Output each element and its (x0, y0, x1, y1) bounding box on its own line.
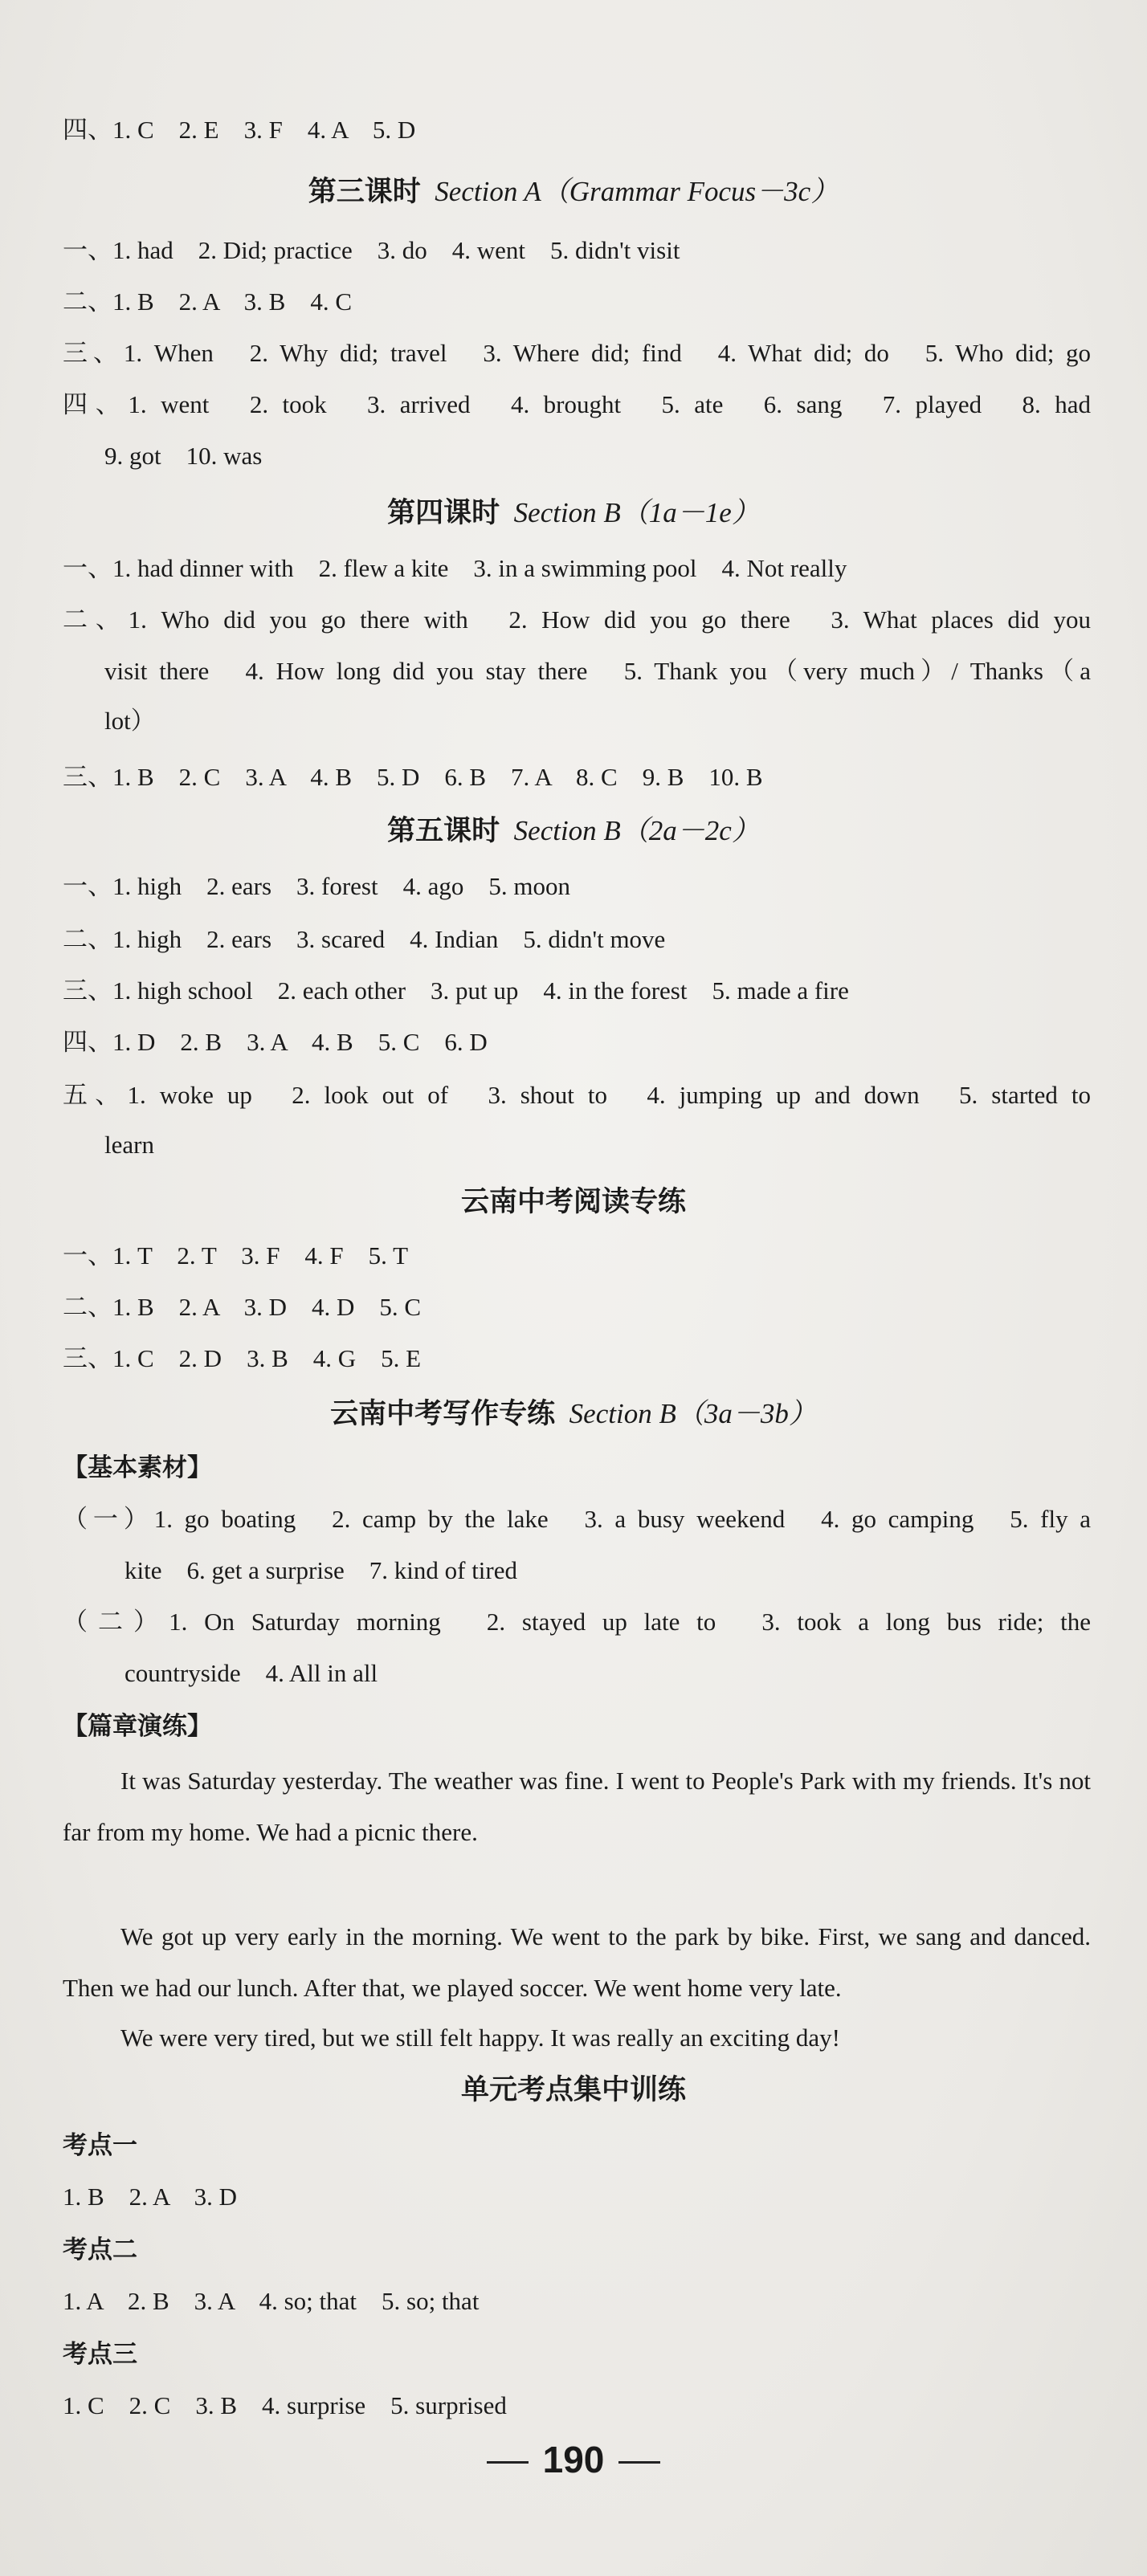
answer-line: 1. B 2. A 3. D (63, 2183, 238, 2211)
dash-right (618, 2461, 660, 2464)
heading-cn: 第四课时 (387, 497, 500, 528)
answer-line: 三、1. high school 2. each other 3. put up 4. in the forest 5. made a fire (63, 976, 849, 1005)
heading-cn: 云南中考写作专练 (330, 1398, 556, 1429)
essay-paragraph: We were very tired, but we still felt happy. It was really an exciting day! (120, 2024, 840, 2052)
heading-cn: 单元考点集中训练 (460, 2074, 686, 2105)
answer-line: 三、1. C 2. D 3. B 4. G 5. E (63, 1344, 422, 1372)
answer-line: 9. got 10. was (104, 442, 263, 470)
heading-cn: 第三课时 (308, 176, 421, 207)
subsection-label: 考点二 (63, 2236, 137, 2264)
heading-en: Section B（3a－3b） (569, 1398, 817, 1429)
answer-line: countryside 4. All in all (124, 1659, 378, 1687)
answer-line: 1. A 2. B 3. A 4. so; that 5. so; that (63, 2287, 480, 2315)
answer-line: 四、1. C 2. E 3. F 4. A 5. D (63, 116, 416, 144)
section-heading (0, 813, 1147, 850)
subsection-label: 【篇章演练】 (63, 1712, 212, 1740)
answer-line: （一）1. go boating 2. camp by the lake 3. a busy weekend 4. go camping 5. fly a (63, 1505, 1091, 1533)
answer-line: 四、1. D 2. B 3. A 4. B 5. C 6. D (63, 1028, 488, 1056)
section-heading (0, 1396, 1147, 1433)
answer-line: 1. C 2. C 3. B 4. surprise 5. surprised (63, 2391, 507, 2419)
heading-en: Section B（2a－2c） (513, 815, 760, 846)
page-number-text: 190 (542, 2439, 605, 2480)
heading-cn: 云南中考阅读专练 (460, 1186, 686, 1217)
answer-line: 二、1. Who did you go there with 2. How did you go there 3. What places did you (63, 605, 1091, 634)
answer-line: 三、1. When 2. Why did; travel 3. Where did; find 4. What did; do 5. Who did; go (63, 339, 1091, 367)
dash-left (487, 2461, 529, 2464)
heading-cn: 第五课时 (387, 815, 500, 846)
essay-paragraph: It was Saturday yesterday. The weather was fine. I went to People's Park with my friends. It's not far from my home. We had a picnic there. (63, 1767, 1091, 1846)
answer-line: 四、1. went 2. took 3. arrived 4. brought 5. ate 6. sang 7. played 8. had (63, 390, 1091, 418)
subsection-label: 考点三 (63, 2340, 137, 2368)
section-heading (0, 495, 1147, 532)
answer-line: 五、1. woke up 2. look out of 3. shout to 4. jumping up and down 5. started to (63, 1081, 1091, 1109)
section-heading (0, 2072, 1147, 2109)
answer-line: 二、1. B 2. A 3. D 4. D 5. C (63, 1293, 422, 1321)
answer-line: 二、1. B 2. A 3. B 4. C (63, 287, 352, 316)
answer-line: lot） (104, 707, 156, 735)
heading-en: Section A（Grammar Focus－3c） (435, 176, 839, 207)
section-heading (0, 1184, 1147, 1221)
answer-line: visit there 4. How long did you stay there 5. Thank you（very much）/ Thanks（a (104, 657, 1091, 685)
answer-line: 一、1. had 2. Did; practice 3. do 4. went 5. didn't visit (63, 236, 680, 264)
answer-line: 一、1. had dinner with 2. flew a kite 3. in a swimming pool 4. Not really (63, 554, 847, 582)
section-heading (0, 173, 1147, 210)
answer-line: 二、1. high 2. ears 3. scared 4. Indian 5. didn't move (63, 925, 666, 953)
answer-line: learn (104, 1131, 154, 1159)
answer-line: 一、1. T 2. T 3. F 4. F 5. T (63, 1241, 409, 1270)
answer-line: kite 6. get a surprise 7. kind of tired (124, 1556, 518, 1584)
essay-paragraph: We got up very early in the morning. We went to the park by bike. First, we sang and danced. Then we had our lunch. After that, we played soccer. We went home very late. (63, 1922, 1091, 2002)
subsection-label: 【基本素材】 (63, 1453, 212, 1482)
page-number (0, 2438, 1147, 2481)
answer-line: 一、1. high 2. ears 3. forest 4. ago 5. moon (63, 872, 570, 900)
heading-en: Section B（1a－1e） (513, 497, 760, 528)
answer-line: 三、1. B 2. C 3. A 4. B 5. D 6. B 7. A 8. C 9. B 10. B (63, 763, 763, 791)
answer-line: （二）1. On Saturday morning 2. stayed up late to 3. took a long bus ride; the (63, 1608, 1091, 1636)
subsection-label: 考点一 (63, 2131, 137, 2159)
